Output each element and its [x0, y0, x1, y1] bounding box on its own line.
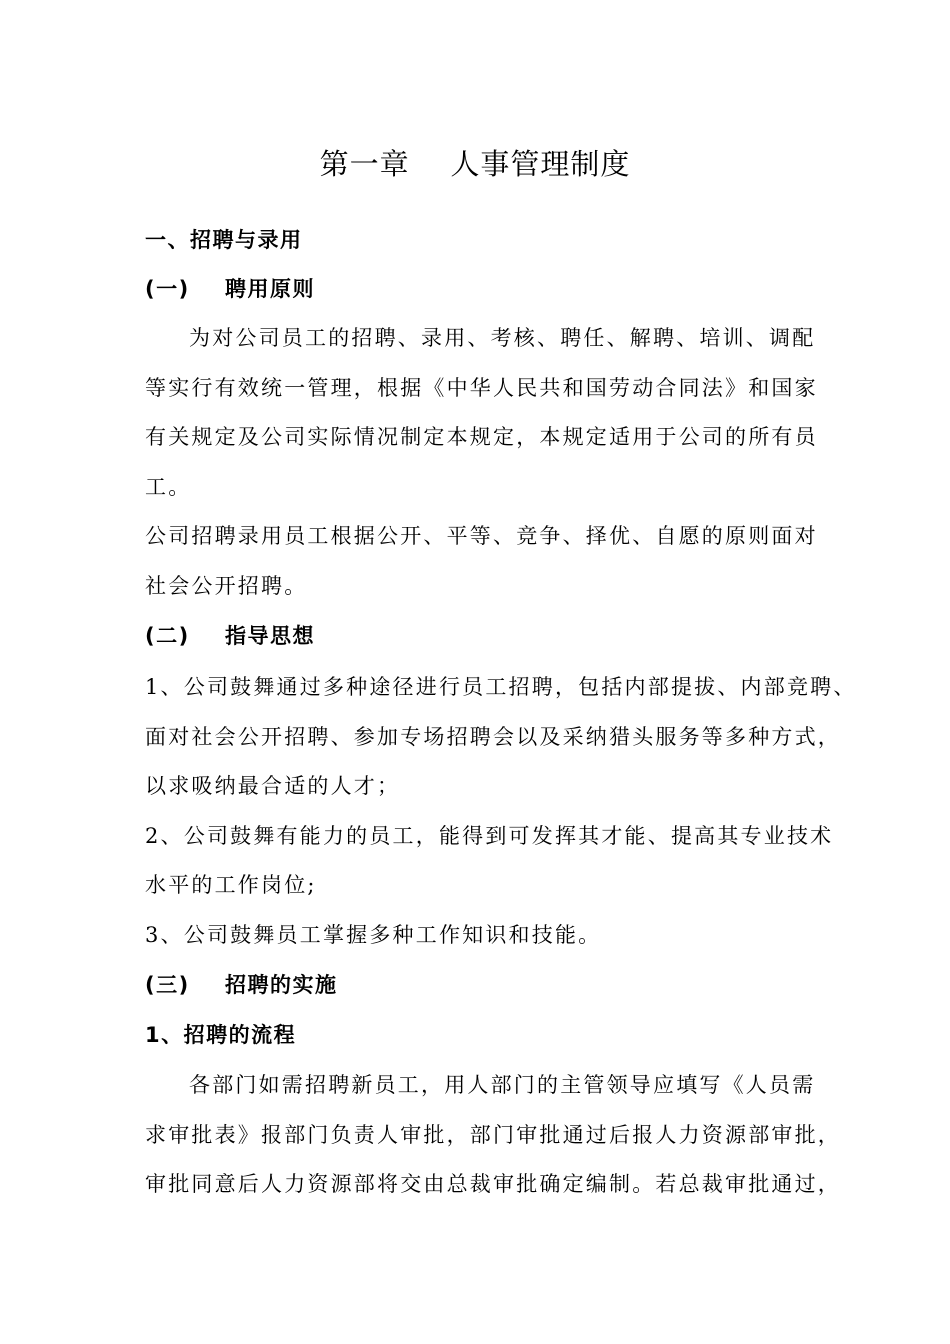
list-item: 2、公司鼓舞有能力的员工，能得到可发挥其才能、提高其专业技术	[145, 824, 834, 848]
paragraph-line: 各部门如需招聘新员工，用人部门的主管领导应填写《人员需	[189, 1073, 816, 1097]
paragraph-line: 审批同意后人力资源部将交由总裁审批确定编制。若总裁审批通过，	[145, 1172, 841, 1196]
chapter-title: 第一章 人事管理制度	[319, 147, 631, 181]
paragraph-line: 为对公司员工的招聘、录用、考核、聘任、解聘、培训、调配	[189, 326, 816, 350]
list-item: 3、公司鼓舞员工掌握多种工作知识和技能。	[145, 923, 602, 947]
list-item: 1、公司鼓舞通过多种途径进行员工招聘，包括内部提拔、内部竞聘、	[145, 675, 857, 699]
paragraph-line: 公司招聘录用员工根据公开、平等、竞争、择优、自愿的原则面对	[145, 524, 818, 548]
subsection-heading-recruitment-implementation: (三) 招聘的实施	[145, 973, 338, 997]
list-item-continuation: 面对社会公开招聘、参加专场招聘会以及采纳猎头服务等多种方式，	[145, 725, 841, 749]
subsection-heading-hiring-principles: (一) 聘用原则	[145, 277, 315, 301]
subsection-heading-guiding-ideas: (二) 指导思想	[145, 624, 315, 648]
section-heading-recruitment: 一、招聘与录用	[145, 228, 303, 252]
paragraph-line: 社会公开招聘。	[145, 574, 308, 598]
paragraph-line: 等实行有效统一管理，根据《中华人民共和国劳动合同法》和国家	[145, 376, 818, 400]
paragraph-line: 有关规定及公司实际情况制定本规定，本规定适用于公司的所有员	[145, 425, 818, 449]
paragraph-line: 工。	[145, 475, 192, 499]
list-item-continuation: 以求吸纳最合适的人才；	[145, 774, 401, 798]
subheading-recruitment-process: 1、招聘的流程	[145, 1023, 297, 1047]
list-item-continuation: 水平的工作岗位;	[145, 873, 317, 897]
paragraph-line: 求审批表》报部门负责人审批，部门审批通过后报人力资源部审批，	[145, 1123, 841, 1147]
